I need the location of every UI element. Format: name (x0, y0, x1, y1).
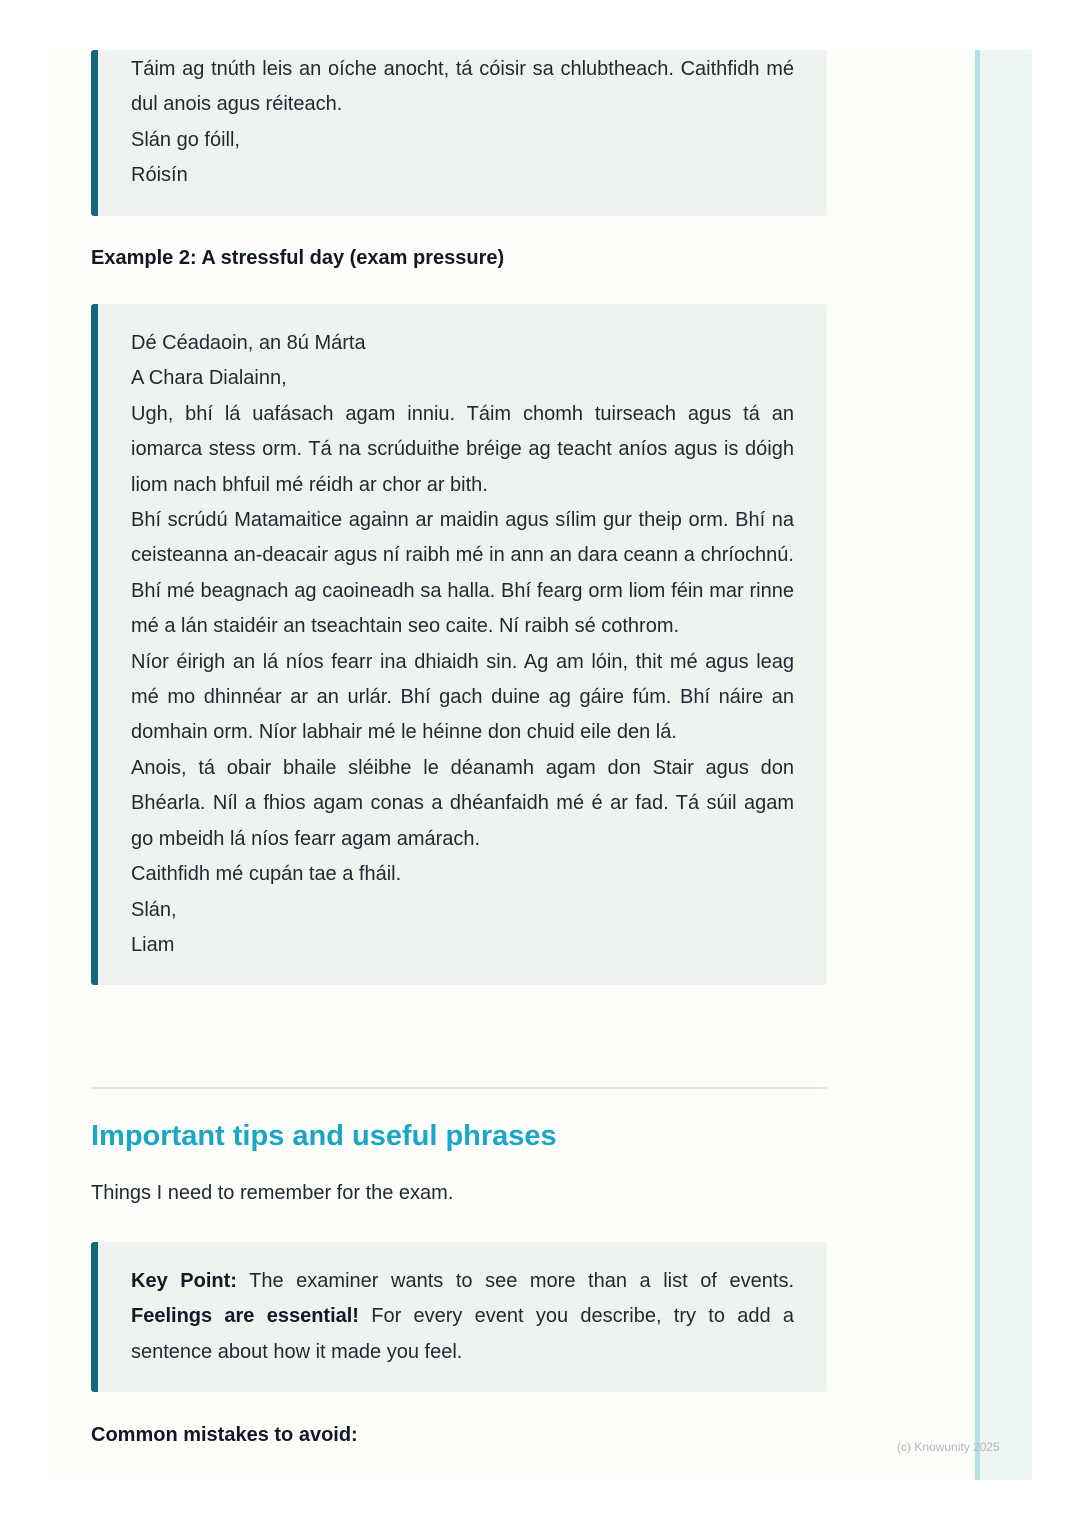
letter-greeting: A Chara Dialainn, (131, 367, 287, 390)
feelings-text: For every event you describe, try to add a sentence about how it made you feel. (131, 1305, 794, 1363)
key-point-paragraph (131, 1264, 794, 1370)
example1-signoff: Slán go fóill, (131, 128, 240, 151)
section-title: Important tips and useful phrases (91, 1120, 557, 1152)
letter-date: Dé Céadaoin, an 8ú Márta (131, 332, 366, 354)
letter-paragraph-5: Caithfidh mé cupán tae a fháil. (131, 863, 402, 886)
example2-heading: Example 2: A stressful day (exam pressure) (91, 247, 505, 269)
letter-signature: Liam (131, 933, 175, 956)
key-point-box (91, 1242, 827, 1392)
key-point-label: Key Point: (131, 1270, 237, 1292)
letter-signoff: Slán, (131, 898, 177, 921)
example1-closing-paragraph: Táim ag tnúth leis an oíche anocht, tá cóisir sa chlubtheach. Caithfidh mé dul anois agus réiteach. (131, 58, 794, 116)
letter-paragraph-4: Anois, tá obair bhaile sléibhe le déanamh agam don Stair agus don Bhéarla. Níl a fhios agam conas a dhéanfaidh mé é ar fad. Tá súil agam go mbeidh lá níos fearr agam amárach. (131, 756, 794, 850)
feelings-label: Feelings are essential! (131, 1305, 359, 1328)
section-intro: Things I need to remember for the exam. (91, 1182, 454, 1204)
example1-letter-box (91, 50, 827, 216)
side-strip (975, 50, 1032, 1480)
key-point-text: The examiner wants to see more than a list of events. (236, 1270, 794, 1292)
example1-signature: Róisín (131, 164, 188, 187)
section-divider (91, 1087, 827, 1089)
copyright-footer: (c) Knowunity 2025 (897, 1440, 1000, 1454)
example2-letter-box (91, 304, 827, 985)
letter-paragraph-2: Bhí scrúdú Matamaitice againn ar maidin agus sílim gur theip orm. Bhí na ceisteanna an-deacair agus ní raibh mé in ann an dara ceann a chríochnú. Bhí mé beagnach ag caoineadh sa halla. Bhí fearg orm liom féin mar rinne mé a lán staidéir an tseachtain seo caite. Ní raibh sé cothrom. (131, 509, 794, 638)
letter-paragraph-1: Ugh, bhí lá uafásach agam inniu. Táim chomh tuirseach agus tá an iomarca stess orm. Tá na scrúduithe bréige ag teacht aníos agus is dóigh liom nach bhfuil mé réidh ar chor ar bith. (131, 402, 794, 496)
common-mistakes-heading: Common mistakes to avoid: (91, 1424, 358, 1446)
side-line (975, 50, 980, 1480)
letter-paragraph-3: Níor éirigh an lá níos fearr ina dhiaidh sin. Ag am lóin, thit mé agus leag mé mo dhinnéar ar an urlár. Bhí gach duine ag gáire fúm. Bhí náire an domhain orm. Níor labhair mé le héinne don chuid eile den lá. (131, 650, 794, 744)
